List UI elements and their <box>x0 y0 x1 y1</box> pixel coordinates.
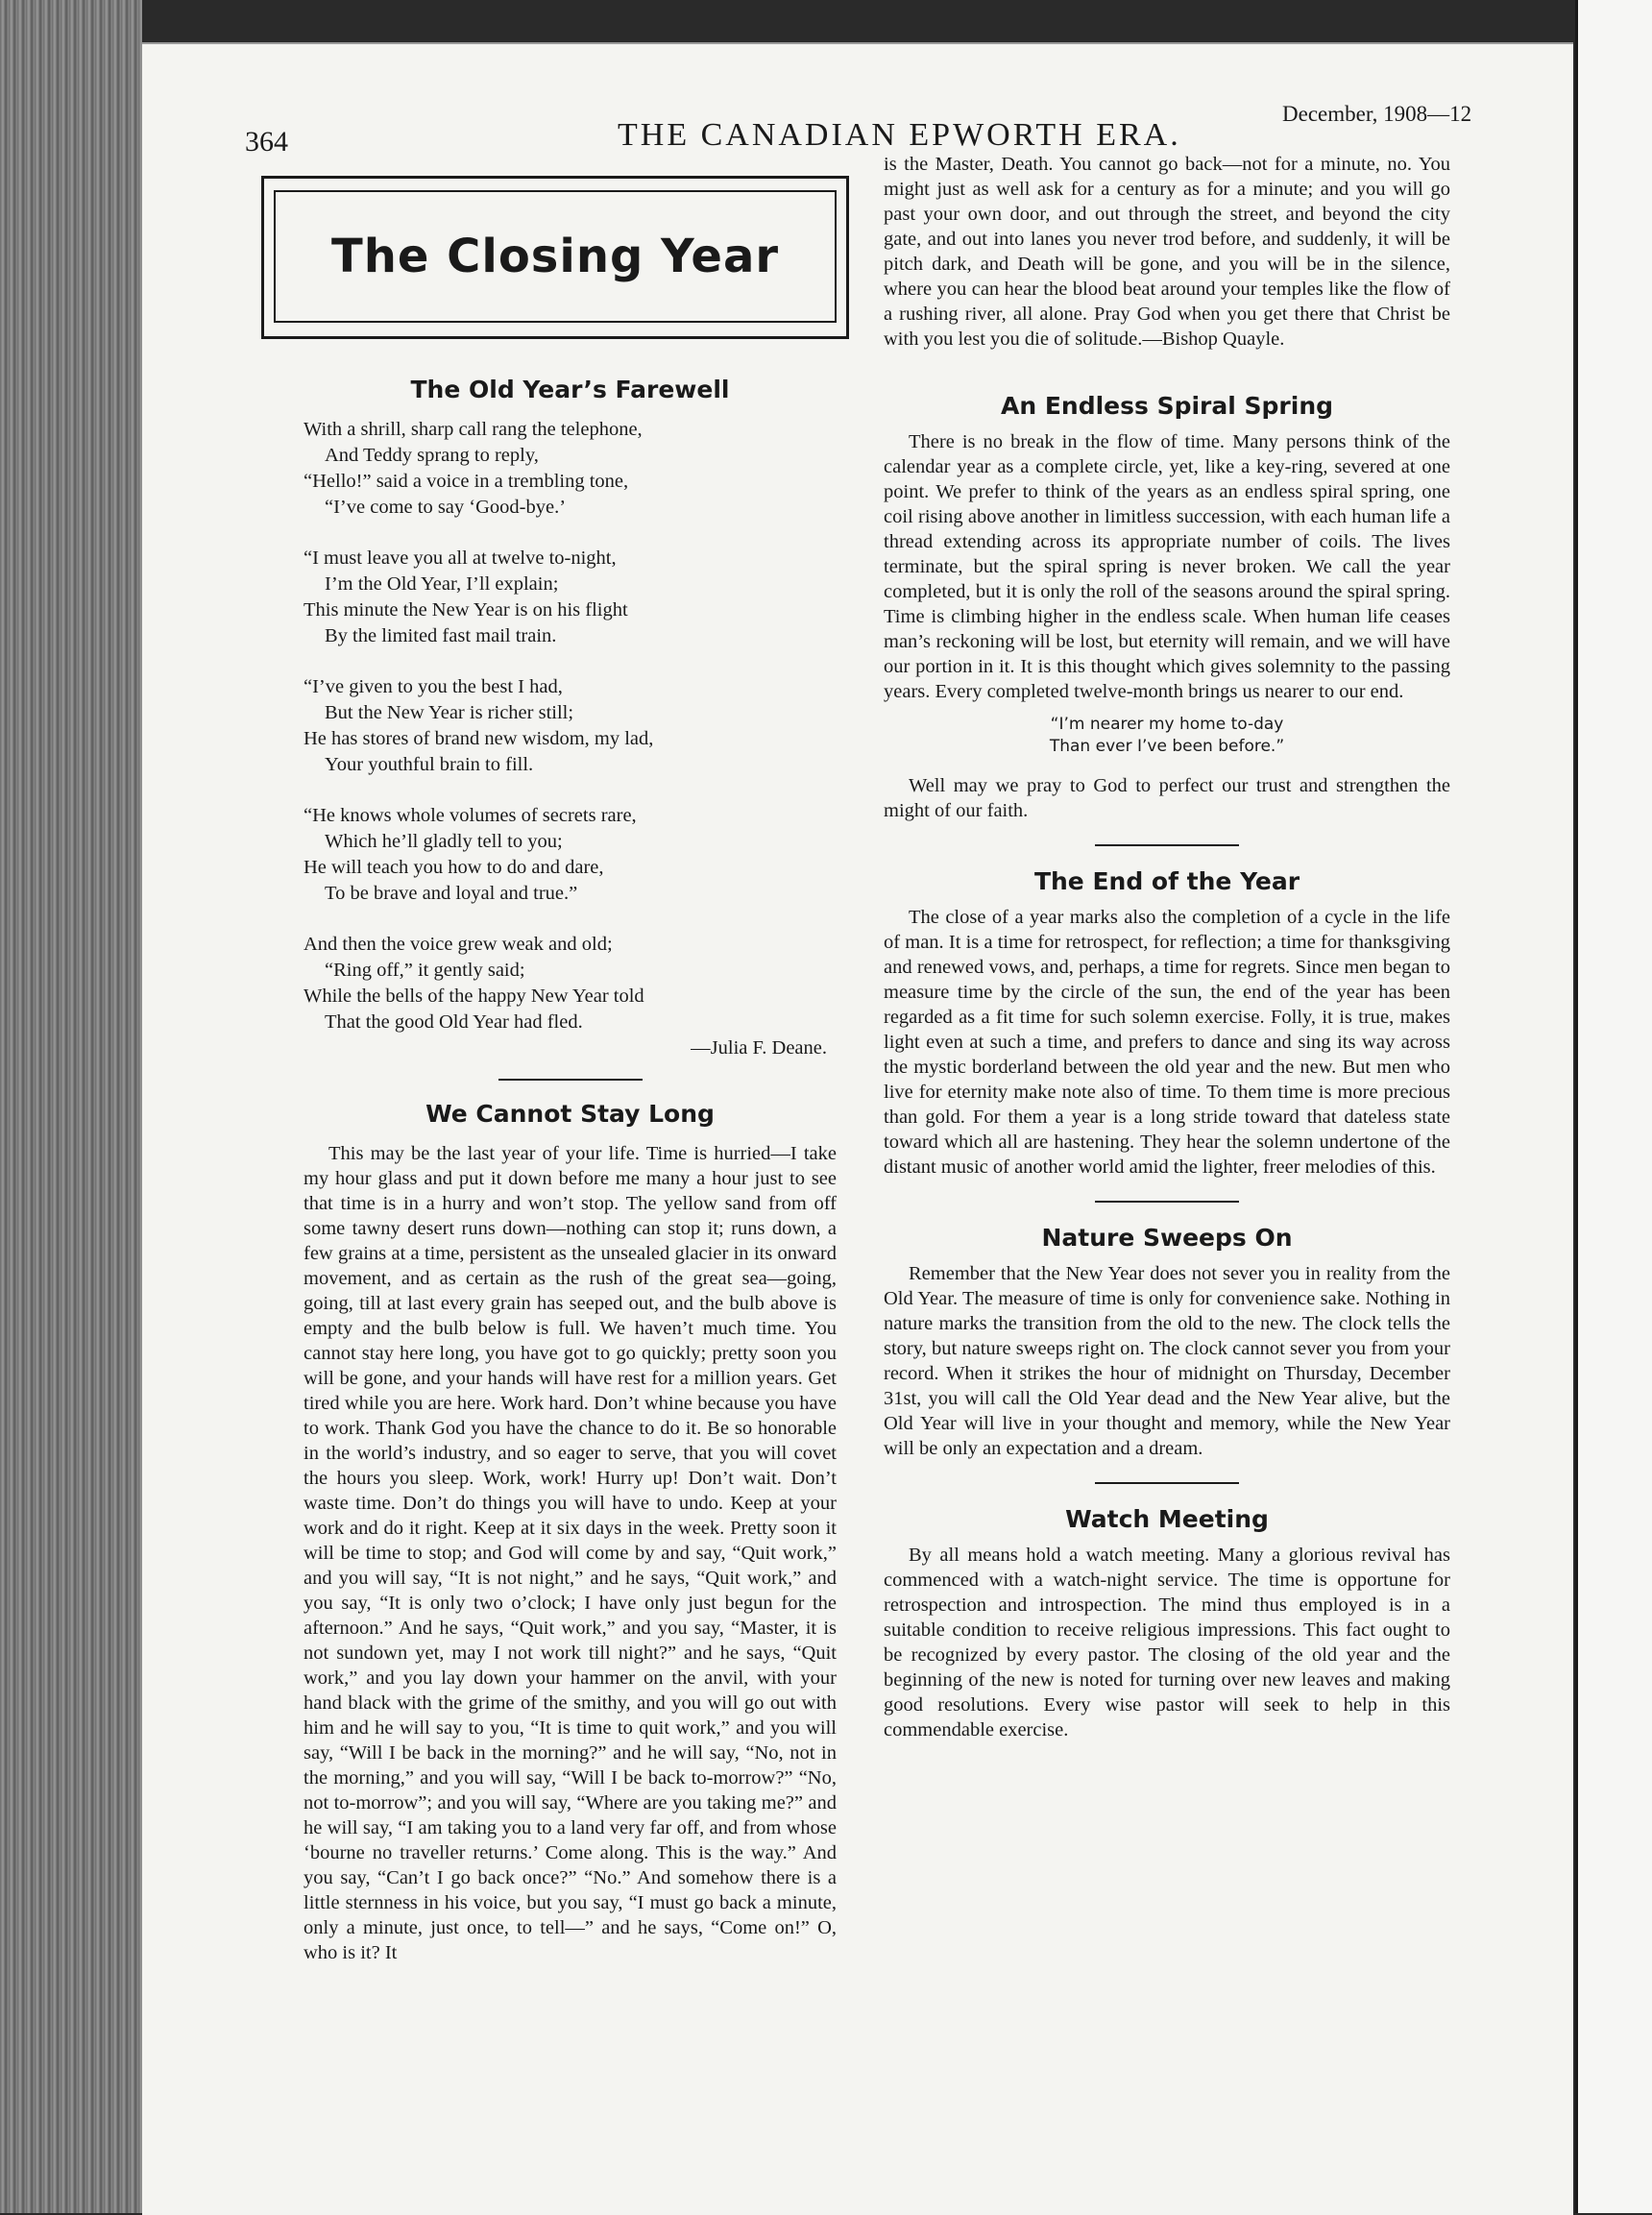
section-divider <box>498 1079 643 1081</box>
main-title: The Closing Year <box>330 230 780 283</box>
section-divider <box>1095 844 1239 846</box>
spiral-text-block <box>884 429 1450 704</box>
poem-line: By the limited fast mail train. <box>325 625 557 646</box>
spiral-text: There is no break in the flow of time. Many persons think of the calendar year as a complete circle, yet, like a key-ring, severed at one point. We prefer to think of the years as an endless spiral spring, one coil rising above another in limitless succession, with each human life a thread extending across its appropriate number of coils. The lives terminate, but the spiral spring is never broken. We call the year completed, but it is only the roll of the seasons around the spiral spring. Time is climbing higher in the endless scale. When human life ceases man’s reckoning will be lost, but eternity will remain, and we will have our portion in it. It is this thought which gives solemnity to the passing years. Every completed twelve-month brings us nearer to our end. <box>884 431 1450 702</box>
poem-line: “I must leave you all at twelve to-night, <box>304 548 617 569</box>
poem-line: “I’ve given to you the best I had, <box>304 676 563 697</box>
poem-stanza <box>304 674 837 778</box>
poem-attribution: —Julia F. Deane. <box>691 1037 827 1059</box>
poem-line: I’m the Old Year, I’ll explain; <box>325 573 559 595</box>
watch-text-block <box>884 1543 1450 1742</box>
stay-long-continued-text: is the Master, Death. You cannot go back—not for a minute, no. You might just as well ask for a century as for a minute; and you will go past your own door, and out through the street, and beyond the city gate, and out into lanes you never trod before, and suddenly, it will be pitch dark, and Death will be gone, and you will be in the silence, where you can hear the blood beat around your temples like the flow of a rushing river, all alone. Pray God when you get there that Christ be with you lest you die of solitude.—Bishop Quayle. <box>884 154 1450 350</box>
spiral-title: An Endless Spiral Spring <box>1000 392 1334 420</box>
poem-line: “He knows whole volumes of secrets rare, <box>304 805 637 826</box>
stay-long-text: This may be the last year of your life. Time is hurried—I take my hour glass and put it down before me many a hour just to see that time is in a hurry and won’t stop. The yellow sand from off some tawny desert runs down—nothing can stop it; runs down, a few grains at a time, persistent as the unsealed glacier in its onward movement, and as certain as the rush of the great sea—going, going, till at last every grain has seeped out, and the bulb above is empty and the bulb below is full. We haven’t much time. You cannot stay here long, you have got to go quickly; pretty soon you will be gone, and your hands will have rest for a million years. Get tired while you are here. Work hard. Don’t whine because you have to work. Thank God you have the chance to do it. Be so honorable in the world’s industry, and so eager to serve, that you will covet the hours you sleep. Work, work! Hurry up! Don’t wait. Don’t waste time. Don’t do things you will have to undo. Keep at your work and do it right. Keep at it six days in the week. Pretty soon it will be time to stop; and God will come by and say, “Quit work,” and you will say, “It is not night,” and he says, “Quit work,” and you say, “It is only two o’clock; I have only just begun for the afternoon.” And he says, “Quit work,” and you say, “Master, it is not sundown yet, may I not work till night?” and he says, “Quit work,” and you lay down your hammer on the anvil, with your hand black with the grime of the smithy, and you will go out with him and he will say to you, “It is time to quit work,” and you will say, “Will I be back in the morning?” and he will say, “No, not in the morning,” and you will say, “Will I be back to-morrow?” “No, not to-morrow”; and you will say, “Where are you taking me?” and he will say, “I am taking you to a land very far off, and from whose ‘bourne no traveller returns.’ Come along. This is the way.” And you say, “Can’t I go back once?” “No.” And somehow there is a little sternness in his voice, but you say, “I must go back a minute, only a minute, just once, to tell—” and he says, “Come on!” O, who is it? It <box>304 1143 837 1963</box>
next-page-edge <box>1575 0 1652 2213</box>
poem-stanza <box>304 417 837 521</box>
poem-line: “Hello!” said a voice in a trembling tone, <box>304 471 629 492</box>
poem-line: He will teach you how to do and dare, <box>304 857 604 878</box>
stay-long-text-block <box>304 1141 837 1965</box>
section-divider <box>1095 1482 1239 1484</box>
page-number: 364 <box>245 126 288 158</box>
end-year-text-block <box>884 905 1450 1180</box>
right-column <box>884 152 1450 1742</box>
left-column <box>304 376 837 1965</box>
poem-stanza <box>304 932 837 1035</box>
journal-title: THE CANADIAN EPWORTH ERA. <box>618 117 1181 153</box>
main-title-box <box>261 176 849 339</box>
nature-title: Nature Sweeps On <box>1041 1224 1293 1252</box>
poem-line: “I’ve come to say ‘Good-bye.’ <box>325 497 567 518</box>
spiral-quote-line: Than ever I’ve been before.” <box>1049 737 1285 756</box>
poem-line: To be brave and loyal and true.” <box>325 883 578 904</box>
watch-title: Watch Meeting <box>1065 1505 1269 1533</box>
nature-text-block <box>884 1261 1450 1461</box>
poem-title: The Old Year’s Farewell <box>410 376 730 403</box>
page-header <box>142 44 1573 169</box>
poem-line: This minute the New Year is on his flight <box>304 599 628 621</box>
journal-page <box>142 42 1573 2215</box>
nature-text: Remember that the New Year does not sever you in reality from the Old Year. The measure of time is only for convenience sake. Nothing in nature marks the transition from the old to the new. The clock tells the story, but nature sweeps right on. The clock cannot sever you from your record. When it strikes the hour of midnight on Thursday, December 31st, you will call the Old Year dead and the New Year alive, but the Old Year will live in your thought and memory, while the New Year will be only an expectation and a dream. <box>884 1263 1450 1459</box>
stay-long-continued-block <box>884 152 1450 352</box>
poem-line: But the New Year is richer still; <box>325 702 574 723</box>
poem-line: Which he’ll gladly tell to you; <box>325 831 563 852</box>
issue-date: December, 1908—12 <box>1282 102 1472 126</box>
poem-line: And then the voice grew weak and old; <box>304 934 613 955</box>
watch-text: By all means hold a watch meeting. Many a glorious revival has commenced with a watch-night service. The time is opportune for retrospection and introspection. The mind thus employed is in a suitable condition to receive religious impressions. This fact ought to be recognized by every pastor. The closing of the old year and the beginning of the new is noted for turning over new leaves and making good resolutions. Every wise pastor will seek to help in this commendable exercise. <box>884 1545 1450 1740</box>
section-divider <box>1095 1201 1239 1203</box>
spiral-closing: Well may we pray to God to perfect our trust and strengthen the might of our faith. <box>884 775 1450 821</box>
stay-long-title: We Cannot Stay Long <box>425 1100 715 1128</box>
end-year-title: The End of the Year <box>1033 867 1300 895</box>
poem-line: “Ring off,” it gently said; <box>325 960 525 981</box>
book-binding <box>0 0 142 2213</box>
poem-stanza <box>304 803 837 907</box>
poem-line: And Teddy sprang to reply, <box>325 445 539 466</box>
poem-line: That the good Old Year had fled. <box>325 1011 583 1033</box>
poem-line: With a shrill, sharp call rang the telephone, <box>304 419 643 440</box>
poem-line: He has stores of brand new wisdom, my lad, <box>304 728 654 749</box>
spiral-closing-block <box>884 773 1450 823</box>
spiral-quote <box>884 714 1450 758</box>
spiral-quote-line: “I’m nearer my home to-day <box>1050 715 1284 734</box>
end-year-text: The close of a year marks also the completion of a cycle in the life of man. It is a time for retrospect, for reflection; a time for thanksgiving and renewed vows, and, perhaps, a time for regrets. Since men began to measure time by the circle of the sun, the end of the year has been regarded as a fit time for such solemn exercise. Folly, it is true, makes light even at such a time, and prefers to dance and sing its way across the mystic borderland between the old year and the new. But men who live for eternity make note also of time. To them time is more precious than gold. For them a year is a long stride toward that dateless state toward which all are hastening. They hear the solemn undertone of the distant music of another world amid the lighter, freer melodies of this. <box>884 907 1450 1178</box>
poem-stanza <box>304 546 837 649</box>
poem-line: Your youthful brain to fill. <box>325 754 534 775</box>
poem <box>304 417 837 1061</box>
poem-line: While the bells of the happy New Year told <box>304 986 644 1007</box>
